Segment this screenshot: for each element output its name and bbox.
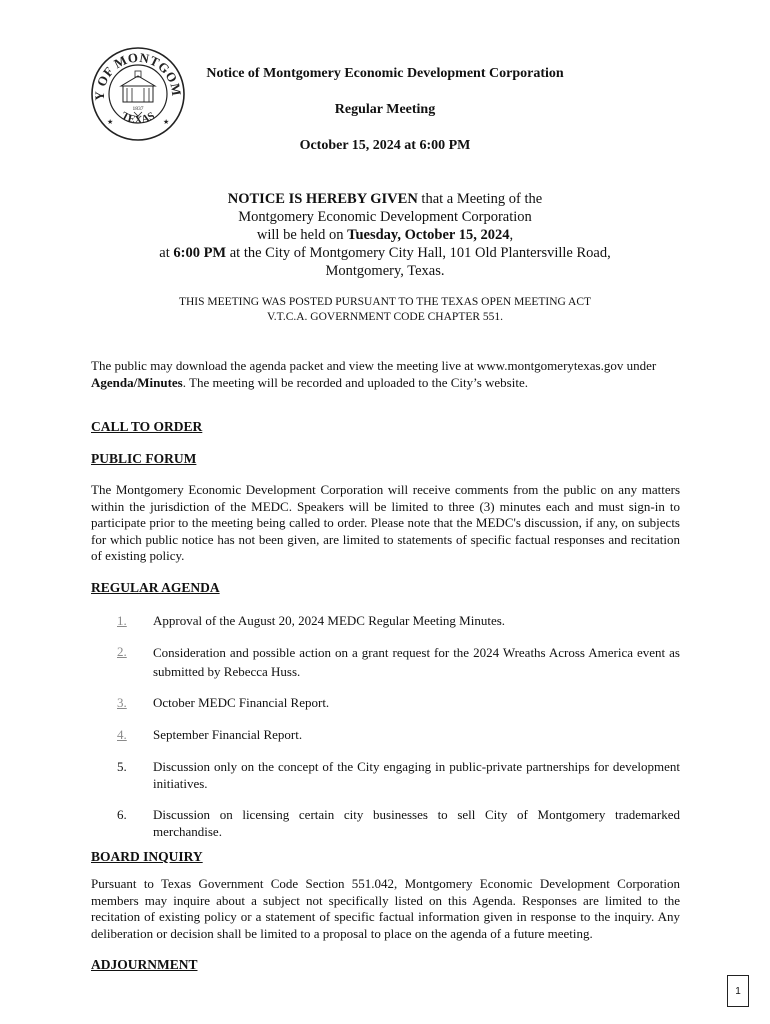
meeting-notice: NOTICE IS HEREBY GIVEN that a Meeting of the Montgomery Economic Development Corporation will be held on Tuesday, October 15, 2024, at 6:00 PM at the City of Montgomery City Hall, 101 Old Plantersville Road, Montgomery, Texas. [159, 191, 611, 279]
header-subtitle: Regular Meeting [334, 102, 436, 117]
page-number: 1 [727, 975, 749, 1007]
svg-text:★: ★ [163, 118, 170, 126]
public-forum-heading: PUBLIC FORUM [91, 451, 197, 466]
board-inquiry-heading: BOARD INQUIRY [91, 849, 203, 864]
agenda-item-text: Discussion on licensing certain city businesses to sell City of Montgomery trademarked merchandise. [153, 807, 680, 839]
regular-agenda-heading: REGULAR AGENDA [91, 580, 220, 595]
call-to-order-heading: CALL TO ORDER [91, 419, 203, 434]
agenda-item-number-link[interactable]: 2. [117, 644, 127, 659]
city-seal-logo [90, 46, 186, 142]
posted-notice: THIS MEETING WAS POSTED PURSUANT TO THE TEXAS OPEN MEETING ACT V.T.C.A. GOVERNMENT CODE CHAPTER 551. [178, 296, 592, 323]
agenda-item-text: Discussion only on the concept of the City engaging in public-private partnerships for development initiatives. [153, 759, 680, 791]
agenda-item-text: Consideration and possible action on a grant request for the 2024 Wreaths Across America event as submitted by Rebecca Huss. [153, 645, 680, 679]
agenda-item-number-link[interactable]: 1. [117, 613, 127, 628]
svg-text:CITY OF MONTGOMERY: Y OF MONTGOM [91, 49, 185, 101]
board-inquiry-paragraph: Pursuant to Texas Government Code Section 551.042, Montgomery Economic Development Corporation members may inquire about a subject not specifically listed on this Agenda. Responses are limited to the recitation of existing policy or a statement of specific factual information given in response to the inquiry. Any deliberation or decision shall be limited to a proposal to place on the agenda of a future meeting. [91, 876, 680, 941]
header-date: October 15, 2024 at 6:00 PM [299, 138, 471, 153]
agenda-item-text: Approval of the August 20, 2024 MEDC Regular Meeting Minutes. [153, 613, 506, 628]
svg-text:1837: 1837 [132, 106, 144, 112]
adjournment-heading: ADJOURNMENT [91, 957, 198, 972]
agenda-item-number-link[interactable]: 4. [117, 727, 127, 742]
agenda-item-text: September Financial Report. [153, 727, 303, 742]
public-info-paragraph: The public may download the agenda packet and view the meeting live at www.montgomerytexas.gov under Agenda/Minutes. The meeting will be recorded and uploaded to the City’s website. [91, 358, 657, 390]
header-title: Notice of Montgomery Economic Development Corporation [206, 66, 564, 81]
agenda-item-number: 6. [117, 807, 127, 822]
agenda-item-number: 5. [117, 759, 127, 774]
public-forum-paragraph: The Montgomery Economic Development Corporation will receive comments from the public on any matters within the jurisdiction of the MEDC. Speakers will be limited to three (3) minutes each and must sign-in to participate prior to the meeting being called to order. Please note that the MEDC's discussion, if any, on subjects for which public notice has not been given, are limited to statements of specific factual responses and recitation of existing policy. [91, 482, 680, 563]
agenda-item-text: October MEDC Financial Report. [153, 695, 330, 710]
agenda-item-number-link[interactable]: 3. [117, 695, 127, 710]
svg-text:TEXAS: TEXAS [119, 109, 157, 127]
svg-text:★: ★ [107, 118, 114, 126]
